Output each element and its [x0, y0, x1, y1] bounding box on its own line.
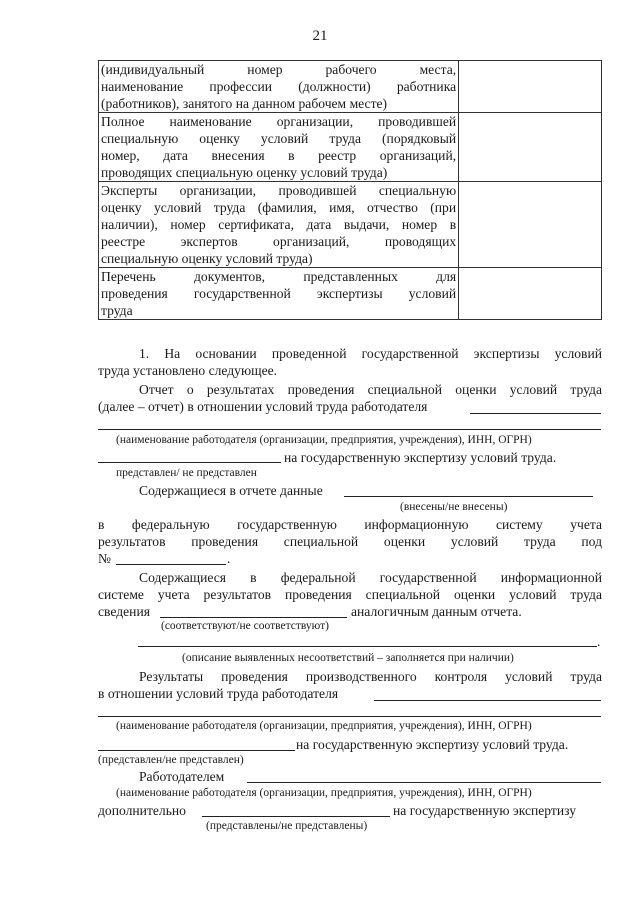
info-table [98, 60, 602, 320]
paragraph-8a: дополнительно [98, 803, 186, 818]
table-row-label-line: (работников), занятого на данном рабочем месте) [101, 96, 388, 111]
submitted-caption-3: (представлены/не представлены) [206, 820, 368, 832]
table-row-label-line: специальную оценку условий труда) [101, 251, 313, 266]
table-row-label-line: Полное наименование организации, проводившей [101, 114, 457, 129]
period-1: . [227, 551, 231, 566]
employer-blank-1b [98, 429, 601, 430]
paragraph-1-line-2: труда установлено следующее. [98, 363, 278, 378]
table-row-value[interactable] [459, 268, 602, 320]
table-row-label-line: оценку условий труда (фамилия, имя, отчество (при [101, 200, 457, 215]
table-row-value[interactable] [459, 182, 602, 268]
employer-blank-2a [374, 700, 601, 701]
table-row-value[interactable] [459, 113, 602, 182]
entered-caption: (внесены/не внесены) [400, 501, 508, 513]
employer-caption-3: (наименование работодателя (организации, предприятия, учреждения), ИНН, ОГРН) [116, 787, 532, 799]
table-row-label-line: Перечень документов, представленных для [101, 269, 457, 284]
table-row-label-line: специальную оценку условий труда (порядковый [101, 131, 457, 146]
paragraph-4-line-1: в федеральную государственную информационную систему учета [98, 517, 602, 532]
submitted-caption-1: представлен/ не представлен [116, 467, 257, 479]
submitted-caption-2: (представлен/не представлен) [98, 754, 244, 766]
table-row-label-line: Эксперты организации, проводившей специальную [101, 183, 457, 198]
paragraph-2-line-2: (далее – отчет) в отношении условий труда работодателя [98, 399, 428, 414]
match-caption: (соответствуют/не соответствуют) [161, 620, 329, 632]
employer-caption-1: (наименование работодателя (организации, предприятия, учреждения), ИНН, ОГРН) [116, 434, 532, 446]
table-row [99, 182, 602, 268]
registry-number-blank [116, 564, 226, 565]
table-row-label-line: проводящих специальную оценку условий труда) [101, 165, 388, 180]
table-row-label [99, 268, 459, 320]
table-row-label [99, 113, 459, 182]
paragraph-8b: на государственную экспертизу [393, 803, 577, 818]
table-row-label [99, 61, 459, 113]
paragraph-5-line-1: Содержащиеся в федеральной государственной информационной [139, 570, 602, 585]
table-row-label-line: наличии), номер сертификата, дата выдачи, номер в [101, 217, 457, 232]
table-row-label-line: труда [101, 303, 133, 318]
paragraph-5-line-2: системе учета результатов проведения специальной оценки условий труда [98, 587, 602, 602]
table-row [99, 61, 602, 113]
employer-blank-2b [98, 716, 601, 717]
paragraph-2-line-1: Отчет о результатах проведения специальной оценки условий труда [139, 382, 602, 397]
table-row-label-line: проведения государственной экспертизы условий [101, 286, 457, 301]
table-row-value[interactable] [459, 61, 602, 113]
discrepancies-caption: (описание выявленных несоответствий – заполняется при наличии) [182, 652, 514, 664]
paragraph-5-line-3a: сведения [98, 604, 150, 619]
period-2: . [597, 634, 601, 649]
paragraph-6-line-1: Результаты проведения производственного контроля условий труда [139, 669, 602, 684]
entered-blank [344, 496, 593, 497]
table-row-label-line: наименование профессии (должности) работника [101, 79, 457, 94]
table-row-label-line: реестре экспертов организаций, проводящих [101, 234, 457, 249]
paragraph-6-line-2: в отношении условий труда работодателя [98, 686, 339, 701]
discrepancies-blank [138, 646, 597, 647]
submitted-text-1: на государственную экспертизу условий труда. [284, 450, 557, 465]
paragraph-4-line-2: результатов проведения специальной оценки условий труда под [98, 534, 602, 549]
employer-blank-1a [470, 413, 601, 414]
employer-caption-2: (наименование работодателя (организации, предприятия, учреждения), ИНН, ОГРН) [116, 720, 532, 732]
table-row [99, 268, 602, 320]
table-row-label-line: номер, дата внесения в реестр организаций, [101, 148, 457, 163]
submitted-blank-2 [98, 750, 295, 751]
paragraph-3: Содержащиеся в отчете данные [139, 483, 323, 498]
table-row [99, 113, 602, 182]
employer-blank-3 [247, 782, 601, 783]
submitted-blank-1 [98, 462, 281, 463]
match-blank [160, 617, 347, 618]
table-row-label [99, 182, 459, 268]
submitted-blank-3 [202, 816, 390, 817]
submitted-text-2: на государственную экспертизу условий труда. [296, 737, 569, 752]
paragraph-7: Работодателем [139, 769, 225, 784]
table-row-label-line: (индивидуальный номер рабочего места, [101, 62, 457, 77]
number-sign: № [98, 551, 111, 566]
paragraph-1-line-1: 1. На основании проведенной государственной экспертизы условий [139, 346, 602, 361]
page-number: 21 [312, 28, 328, 44]
paragraph-5-line-3b: аналогичным данным отчета. [351, 604, 522, 619]
